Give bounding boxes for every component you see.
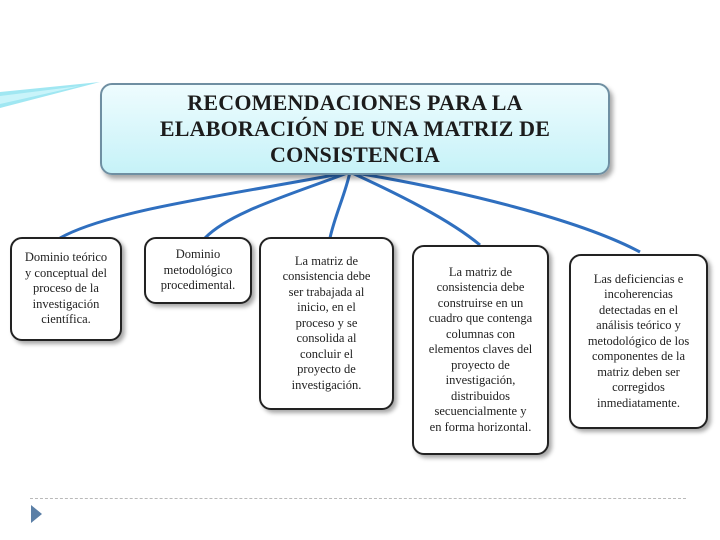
connector-line-5	[350, 172, 640, 252]
node-matriz-trabajada	[259, 237, 394, 410]
node-text: Las deficiencias e incoherencias detectadas en el análisis teórico y metodológico de los componentes de la matriz deben ser corregidos inmediatamente.	[587, 271, 690, 410]
node-deficiencias	[569, 254, 708, 429]
node-dominio-metodologico	[144, 237, 252, 304]
node-text: La matriz de consistencia debe construirse en un cuadro que contenga columnas con elementos claves del proyecto de investigación, distribuidos secuencialmente y en forma horizontal.	[428, 264, 533, 434]
title-box	[100, 83, 610, 175]
node-text: La matriz de consistencia debe ser trabajada al inicio, en el proceso y se consolida al concluir el proyecto de investigación.	[282, 253, 371, 392]
node-matriz-cuadro	[412, 245, 549, 455]
node-dominio-teorico	[10, 237, 122, 341]
node-text: Dominio metodológico procedimental.	[160, 247, 236, 293]
connector-line-3	[330, 172, 350, 238]
node-text: Dominio teórico y conceptual del proceso de la investigación científica.	[24, 250, 108, 327]
connector-line-1	[60, 172, 350, 238]
footer-divider	[30, 498, 686, 499]
diagram-title: RECOMENDACIONES PARA LA ELABORACIÓN DE UNA MATRIZ DE CONSISTENCIA	[159, 90, 551, 167]
bullet-arrow-icon	[30, 504, 44, 524]
connector-line-2	[205, 172, 350, 238]
